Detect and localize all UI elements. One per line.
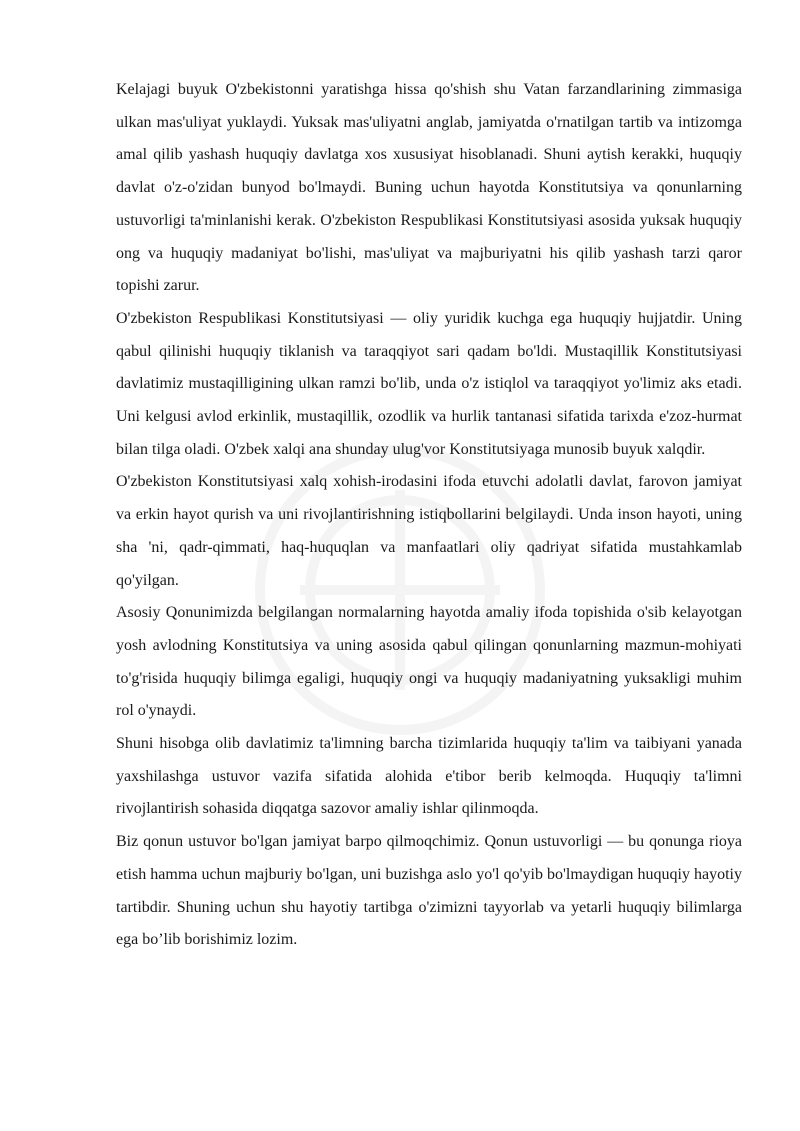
paragraph-4: Asosiy Qonunimizda belgilangan normalarning hayotda amaliy ifoda topishida o'sib kelayotgan yosh avlodning Konstitutsiya va uning asosida qabul qilingan qonunlarning mazmun-mohiyati to'g'risida huquqiy bilimga egaligi, huquqiy ongi va huquqiy madaniyatning yuksakligi muhim rol o'ynaydi. — [116, 604, 742, 720]
document-body — [116, 74, 742, 957]
paragraph-5: Shuni hisobga olib davlatimiz ta'limning barcha tizimlarida huquqiy ta'lim va taibiyani yanada yaxshilashga ustuvor vazifa sifatida alohida e'tibor berib kelmoqda. Huquqiy ta'limni rivojlantirish sohasida diqqatga sazovor amaliy ishlar qilinmoqda. — [116, 735, 742, 818]
paragraph-2: O'zbekiston Respublikasi Konstitutsiyasi — oliy yuridik kuchga ega huquqiy hujjatdir. Uning qabul qilinishi huquqiy tiklanish va taraqqiyot sari qadam bo'ldi. Mustaqillik Konstitutsiyasi davlatimiz mustaqilligining ulkan ramzi bo'lib, unda o'z istiqlol va taraqqiyot yo'limiz aks etadi. Uni kelgusi avlod erkinlik, mustaqillik, ozodlik va hurlik tantanasi sifatida tarixda e'zoz-hurmat bilan tilga oladi. O'zbek xalqi ana shunday ulug'vor Konstitutsiyaga munosib buyuk xalqdir. — [116, 309, 742, 458]
paragraph-1: Kelajagi buyuk O'zbekistonni yaratishga hissa qo'shish shu Vatan farzandlarining zimmasiga ulkan mas'uliyat yuklaydi. Yuksak mas'uliyatni anglab, jamiyatda o'rnatilgan tartib va intizomga amal qilib yashash huquqiy davlatga xos xususiyat hisoblanadi. Shuni aytish kerakki, huquqiy davlat o'z-o'zidan bunyod bo'lmaydi. Buning uchun hayotda Konstitutsiya va qonunlarning ustuvorligi ta'minlanishi kerak. O'zbekiston Respublikasi Konstitutsiyasi asosida yuksak huquqiy ong va huquqiy madaniyat bo'lishi, mas'uliyat va majburiyatni his qilib yashash tarzi qaror topishi zarur. — [116, 81, 742, 295]
paragraph-6: Biz qonun ustuvor bo'lgan jamiyat barpo qilmoqchimiz. Qonun ustuvorligi — bu qonunga rioya etish hamma uchun majburiy bo'lgan, uni buzishga aslo yo'l qo'yib bo'lmaydigan huquqiy hayotiy tartibdir. Shuning uchun shu hayotiy tartibga o'zimizni tayyorlab va yetarli huquqiy bilimlarga ega bo’lib borishimiz lozim. — [116, 833, 742, 949]
paragraph-3: O'zbekiston Konstitutsiyasi xalq xohish-irodasini ifoda etuvchi adolatli davlat, farovon jamiyat va erkin hayot qurish va uni rivojlantirishning istiqbollarini belgilaydi. Unda inson hayoti, uning sha 'ni, qadr-qimmati, haq-huquqlan va manfaatlari oliy qadriyat sifatida mustahkamlab qo'yilgan. — [116, 473, 742, 589]
